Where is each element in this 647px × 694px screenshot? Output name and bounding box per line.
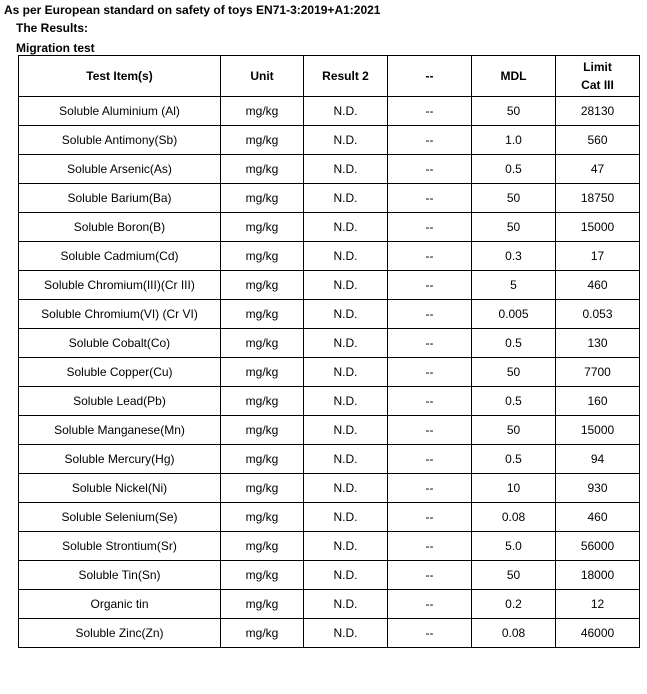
cell-dash: -- bbox=[388, 329, 472, 358]
cell-mdl: 0.5 bbox=[472, 387, 556, 416]
cell-result: N.D. bbox=[304, 474, 388, 503]
cell-mdl: 0.08 bbox=[472, 503, 556, 532]
cell-limit: 94 bbox=[556, 445, 640, 474]
cell-dash: -- bbox=[388, 271, 472, 300]
cell-mdl: 0.5 bbox=[472, 445, 556, 474]
cell-result: N.D. bbox=[304, 561, 388, 590]
cell-result: N.D. bbox=[304, 329, 388, 358]
cell-result: N.D. bbox=[304, 242, 388, 271]
cell-test-item: Soluble Tin(Sn) bbox=[19, 561, 221, 590]
cell-test-item: Organic tin bbox=[19, 590, 221, 619]
table-row bbox=[19, 474, 640, 503]
cell-test-item: Soluble Aluminium (Al) bbox=[19, 97, 221, 126]
cell-mdl: 50 bbox=[472, 184, 556, 213]
cell-unit: mg/kg bbox=[221, 213, 304, 242]
cell-limit: 28130 bbox=[556, 97, 640, 126]
header-unit: Unit bbox=[221, 56, 304, 97]
cell-dash: -- bbox=[388, 532, 472, 561]
cell-unit: mg/kg bbox=[221, 155, 304, 184]
cell-mdl: 0.3 bbox=[472, 242, 556, 271]
cell-mdl: 0.005 bbox=[472, 300, 556, 329]
table-row bbox=[19, 213, 640, 242]
cell-dash: -- bbox=[388, 445, 472, 474]
table-row bbox=[19, 561, 640, 590]
cell-dash: -- bbox=[388, 300, 472, 329]
cell-test-item: Soluble Cadmium(Cd) bbox=[19, 242, 221, 271]
cell-unit: mg/kg bbox=[221, 184, 304, 213]
table-row bbox=[19, 445, 640, 474]
cell-result: N.D. bbox=[304, 97, 388, 126]
table-row bbox=[19, 532, 640, 561]
cell-unit: mg/kg bbox=[221, 387, 304, 416]
cell-mdl: 0.08 bbox=[472, 619, 556, 648]
cell-dash: -- bbox=[388, 184, 472, 213]
table-row bbox=[19, 619, 640, 648]
cell-test-item: Soluble Arsenic(As) bbox=[19, 155, 221, 184]
cell-limit: 47 bbox=[556, 155, 640, 184]
cell-test-item: Soluble Zinc(Zn) bbox=[19, 619, 221, 648]
header-result: Result 2 bbox=[304, 56, 388, 97]
cell-dash: -- bbox=[388, 474, 472, 503]
cell-mdl: 50 bbox=[472, 213, 556, 242]
header-dash: -- bbox=[388, 56, 472, 97]
header-mdl: MDL bbox=[472, 56, 556, 97]
cell-result: N.D. bbox=[304, 590, 388, 619]
cell-limit: 930 bbox=[556, 474, 640, 503]
cell-result: N.D. bbox=[304, 213, 388, 242]
cell-dash: -- bbox=[388, 387, 472, 416]
cell-limit: 12 bbox=[556, 590, 640, 619]
cell-dash: -- bbox=[388, 358, 472, 387]
cell-dash: -- bbox=[388, 126, 472, 155]
cell-result: N.D. bbox=[304, 532, 388, 561]
cell-unit: mg/kg bbox=[221, 532, 304, 561]
cell-test-item: Soluble Nickel(Ni) bbox=[19, 474, 221, 503]
migration-test-table bbox=[18, 55, 640, 648]
cell-unit: mg/kg bbox=[221, 590, 304, 619]
cell-mdl: 50 bbox=[472, 416, 556, 445]
cell-unit: mg/kg bbox=[221, 126, 304, 155]
cell-limit: 15000 bbox=[556, 213, 640, 242]
cell-dash: -- bbox=[388, 416, 472, 445]
table-row bbox=[19, 184, 640, 213]
cell-unit: mg/kg bbox=[221, 474, 304, 503]
cell-unit: mg/kg bbox=[221, 358, 304, 387]
cell-unit: mg/kg bbox=[221, 445, 304, 474]
header-limit-line2: Cat III bbox=[581, 78, 614, 92]
cell-test-item: Soluble Cobalt(Co) bbox=[19, 329, 221, 358]
cell-unit: mg/kg bbox=[221, 300, 304, 329]
table-row bbox=[19, 271, 640, 300]
cell-dash: -- bbox=[388, 97, 472, 126]
table-body bbox=[19, 97, 640, 648]
cell-dash: -- bbox=[388, 213, 472, 242]
cell-limit: 46000 bbox=[556, 619, 640, 648]
cell-mdl: 0.5 bbox=[472, 329, 556, 358]
cell-limit: 130 bbox=[556, 329, 640, 358]
cell-limit: 18750 bbox=[556, 184, 640, 213]
cell-dash: -- bbox=[388, 503, 472, 532]
header-limit-line1: Limit bbox=[583, 60, 612, 74]
cell-limit: 560 bbox=[556, 126, 640, 155]
cell-result: N.D. bbox=[304, 387, 388, 416]
cell-unit: mg/kg bbox=[221, 242, 304, 271]
table-header-row bbox=[19, 56, 640, 97]
cell-test-item: Soluble Strontium(Sr) bbox=[19, 532, 221, 561]
header-limit bbox=[556, 56, 640, 97]
table-row bbox=[19, 242, 640, 271]
cell-limit: 160 bbox=[556, 387, 640, 416]
table-row bbox=[19, 300, 640, 329]
cell-test-item: Soluble Copper(Cu) bbox=[19, 358, 221, 387]
table-row bbox=[19, 126, 640, 155]
cell-mdl: 50 bbox=[472, 358, 556, 387]
cell-result: N.D. bbox=[304, 416, 388, 445]
table-row bbox=[19, 97, 640, 126]
cell-mdl: 10 bbox=[472, 474, 556, 503]
cell-mdl: 50 bbox=[472, 561, 556, 590]
cell-result: N.D. bbox=[304, 300, 388, 329]
cell-limit: 56000 bbox=[556, 532, 640, 561]
cell-test-item: Soluble Barium(Ba) bbox=[19, 184, 221, 213]
cell-unit: mg/kg bbox=[221, 97, 304, 126]
cell-unit: mg/kg bbox=[221, 329, 304, 358]
cell-result: N.D. bbox=[304, 445, 388, 474]
table-row bbox=[19, 329, 640, 358]
cell-result: N.D. bbox=[304, 503, 388, 532]
cell-limit: 15000 bbox=[556, 416, 640, 445]
cell-test-item: Soluble Manganese(Mn) bbox=[19, 416, 221, 445]
cell-dash: -- bbox=[388, 155, 472, 184]
header-test-item: Test Item(s) bbox=[19, 56, 221, 97]
cell-limit: 460 bbox=[556, 271, 640, 300]
cell-unit: mg/kg bbox=[221, 416, 304, 445]
cell-dash: -- bbox=[388, 561, 472, 590]
cell-result: N.D. bbox=[304, 126, 388, 155]
cell-mdl: 5 bbox=[472, 271, 556, 300]
cell-dash: -- bbox=[388, 242, 472, 271]
cell-dash: -- bbox=[388, 619, 472, 648]
cell-limit: 460 bbox=[556, 503, 640, 532]
cell-test-item: Soluble Antimony(Sb) bbox=[19, 126, 221, 155]
cell-result: N.D. bbox=[304, 155, 388, 184]
cell-unit: mg/kg bbox=[221, 503, 304, 532]
cell-mdl: 0.2 bbox=[472, 590, 556, 619]
cell-test-item: Soluble Lead(Pb) bbox=[19, 387, 221, 416]
table-row bbox=[19, 358, 640, 387]
cell-unit: mg/kg bbox=[221, 271, 304, 300]
cell-mdl: 1.0 bbox=[472, 126, 556, 155]
cell-result: N.D. bbox=[304, 184, 388, 213]
cell-mdl: 5.0 bbox=[472, 532, 556, 561]
table-row bbox=[19, 155, 640, 184]
cell-result: N.D. bbox=[304, 619, 388, 648]
cell-limit: 7700 bbox=[556, 358, 640, 387]
cell-test-item: Soluble Chromium(III)(Cr III) bbox=[19, 271, 221, 300]
table-row bbox=[19, 387, 640, 416]
cell-test-item: Soluble Chromium(VI) (Cr VI) bbox=[19, 300, 221, 329]
table-row bbox=[19, 503, 640, 532]
cell-test-item: Soluble Boron(B) bbox=[19, 213, 221, 242]
cell-unit: mg/kg bbox=[221, 619, 304, 648]
document-heading: As per European standard on safety of toys EN71-3:2019+A1:2021 bbox=[4, 3, 381, 17]
cell-unit: mg/kg bbox=[221, 561, 304, 590]
table-row bbox=[19, 416, 640, 445]
results-label: The Results: bbox=[16, 21, 89, 35]
cell-result: N.D. bbox=[304, 358, 388, 387]
cell-limit: 17 bbox=[556, 242, 640, 271]
cell-mdl: 0.5 bbox=[472, 155, 556, 184]
cell-test-item: Soluble Mercury(Hg) bbox=[19, 445, 221, 474]
cell-mdl: 50 bbox=[472, 97, 556, 126]
cell-limit: 0.053 bbox=[556, 300, 640, 329]
section-label: Migration test bbox=[16, 41, 95, 55]
cell-test-item: Soluble Selenium(Se) bbox=[19, 503, 221, 532]
cell-limit: 18000 bbox=[556, 561, 640, 590]
cell-result: N.D. bbox=[304, 271, 388, 300]
table-row bbox=[19, 590, 640, 619]
cell-dash: -- bbox=[388, 590, 472, 619]
